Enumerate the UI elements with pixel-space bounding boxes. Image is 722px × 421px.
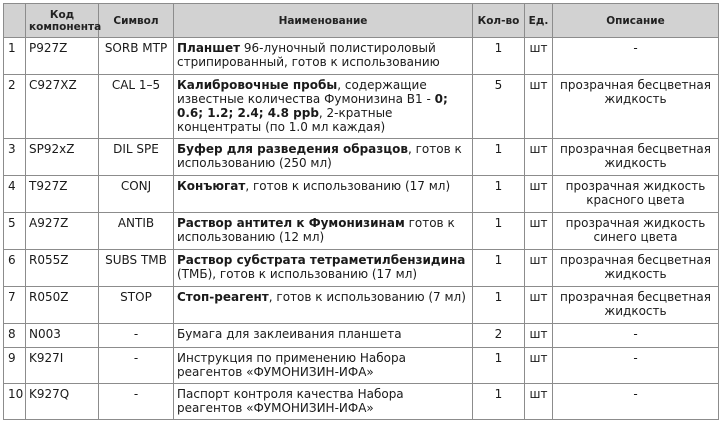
component-name-rest: готов к использованию (12 мл) — [177, 216, 455, 244]
component-symbol: SUBS TMB — [99, 250, 174, 287]
component-name-bold: Стоп-реагент — [177, 290, 269, 304]
component-qty: 5 — [473, 75, 525, 139]
component-qty: 1 — [473, 287, 525, 324]
components-table-wrapper — [3, 3, 719, 420]
component-unit: шт — [525, 324, 553, 348]
header-unit: Ед. — [525, 4, 553, 38]
header-num — [4, 4, 26, 38]
component-name-bold: Калибровочные пробы — [177, 78, 338, 92]
component-unit: шт — [525, 139, 553, 176]
row-number: 8 — [4, 324, 26, 348]
component-qty: 1 — [473, 213, 525, 250]
table-row — [4, 176, 719, 213]
header-qty: Кол-во — [473, 4, 525, 38]
component-name-rest: Бумага для заклеивания планшета — [177, 327, 402, 341]
component-code: K927Q — [26, 384, 99, 420]
row-number: 3 — [4, 139, 26, 176]
component-qty: 2 — [473, 324, 525, 348]
component-qty: 1 — [473, 38, 525, 75]
component-name-rest-2: , 2-кратные концентраты (по 1.0 мл каждая) — [177, 106, 393, 134]
component-name — [174, 176, 473, 213]
component-desc: - — [553, 38, 719, 75]
component-code: P927Z — [26, 38, 99, 75]
component-unit: шт — [525, 348, 553, 384]
row-number: 10 — [4, 384, 26, 420]
component-name — [174, 250, 473, 287]
table-row — [4, 38, 719, 75]
component-name — [174, 324, 473, 348]
components-table — [3, 3, 719, 420]
component-name-rest: 96-луночный полистироловый стрипированный, готов к использованию — [177, 41, 440, 69]
component-desc: прозрачная бесцветная жидкость — [553, 287, 719, 324]
component-unit: шт — [525, 287, 553, 324]
component-code: R050Z — [26, 287, 99, 324]
component-desc: прозрачная бесцветная жидкость — [553, 75, 719, 139]
row-number: 2 — [4, 75, 26, 139]
component-unit: шт — [525, 250, 553, 287]
component-unit: шт — [525, 75, 553, 139]
component-name-rest: , содержащие известные количества Фумонизина В1 - — [177, 78, 435, 106]
table-row — [4, 348, 719, 384]
table-row — [4, 75, 719, 139]
component-unit: шт — [525, 176, 553, 213]
component-name — [174, 75, 473, 139]
header-name: Наименование — [174, 4, 473, 38]
component-unit: шт — [525, 213, 553, 250]
component-name-bold: Раствор антител к Фумонизинам — [177, 216, 405, 230]
component-qty: 1 — [473, 250, 525, 287]
row-number: 4 — [4, 176, 26, 213]
component-symbol: ANTIB — [99, 213, 174, 250]
component-code: SP92xZ — [26, 139, 99, 176]
component-code: K927I — [26, 348, 99, 384]
component-name — [174, 384, 473, 420]
row-number: 7 — [4, 287, 26, 324]
row-number: 5 — [4, 213, 26, 250]
component-desc: прозрачная бесцветная жидкость — [553, 250, 719, 287]
component-symbol: DIL SPE — [99, 139, 174, 176]
component-code: N003 — [26, 324, 99, 348]
component-qty: 1 — [473, 348, 525, 384]
component-qty: 1 — [473, 139, 525, 176]
component-qty: 1 — [473, 176, 525, 213]
component-desc: - — [553, 384, 719, 420]
component-name-rest: , готов к использованию (17 мл) — [245, 179, 451, 193]
component-name-bold: Раствор субстрата тетраметилбензидина — [177, 253, 466, 267]
component-desc: - — [553, 348, 719, 384]
component-symbol: - — [99, 384, 174, 420]
component-symbol: CAL 1–5 — [99, 75, 174, 139]
component-qty: 1 — [473, 384, 525, 420]
header-code: Код компонента — [26, 4, 99, 38]
component-code: C927XZ — [26, 75, 99, 139]
component-name-rest: (ТМБ), готов к использованию (17 мл) — [177, 267, 418, 281]
component-code: T927Z — [26, 176, 99, 213]
component-code: R055Z — [26, 250, 99, 287]
component-name-rest: Инструкция по применению Набора реагентов «ФУМОНИЗИН-ИФА» — [177, 351, 406, 379]
row-number: 9 — [4, 348, 26, 384]
component-name-rest: , готов к использованию (250 мл) — [177, 142, 462, 170]
component-desc: - — [553, 324, 719, 348]
component-name-bold-2: 0; 0.6; 1.2; 2.4; 4.8 ppb — [177, 92, 448, 120]
component-name-bold: Планшет — [177, 41, 241, 55]
table-row — [4, 384, 719, 420]
component-symbol: - — [99, 324, 174, 348]
component-symbol: SORB MTP — [99, 38, 174, 75]
row-number: 6 — [4, 250, 26, 287]
table-row — [4, 139, 719, 176]
table-row — [4, 287, 719, 324]
component-name — [174, 213, 473, 250]
component-name-bold: Буфер для разведения образцов — [177, 142, 408, 156]
component-desc: прозрачная бесцветная жидкость — [553, 139, 719, 176]
component-name — [174, 348, 473, 384]
component-unit: шт — [525, 38, 553, 75]
component-symbol: STOP — [99, 287, 174, 324]
component-name-rest: Паспорт контроля качества Набора реагентов «ФУМОНИЗИН-ИФА» — [177, 387, 404, 415]
table-row — [4, 250, 719, 287]
component-symbol: CONJ — [99, 176, 174, 213]
header-desc: Описание — [553, 4, 719, 38]
table-row — [4, 213, 719, 250]
table-row — [4, 324, 719, 348]
component-desc: прозрачная жидкость синего цвета — [553, 213, 719, 250]
row-number: 1 — [4, 38, 26, 75]
component-name-rest: , готов к использованию (7 мл) — [268, 290, 466, 304]
component-name-bold: Конъюгат — [177, 179, 246, 193]
component-desc: прозрачная жидкость красного цвета — [553, 176, 719, 213]
header-symbol: Символ — [99, 4, 174, 38]
component-code: A927Z — [26, 213, 99, 250]
component-unit: шт — [525, 384, 553, 420]
component-symbol: - — [99, 348, 174, 384]
header-row — [4, 4, 719, 38]
component-name — [174, 287, 473, 324]
component-name — [174, 139, 473, 176]
component-name — [174, 38, 473, 75]
